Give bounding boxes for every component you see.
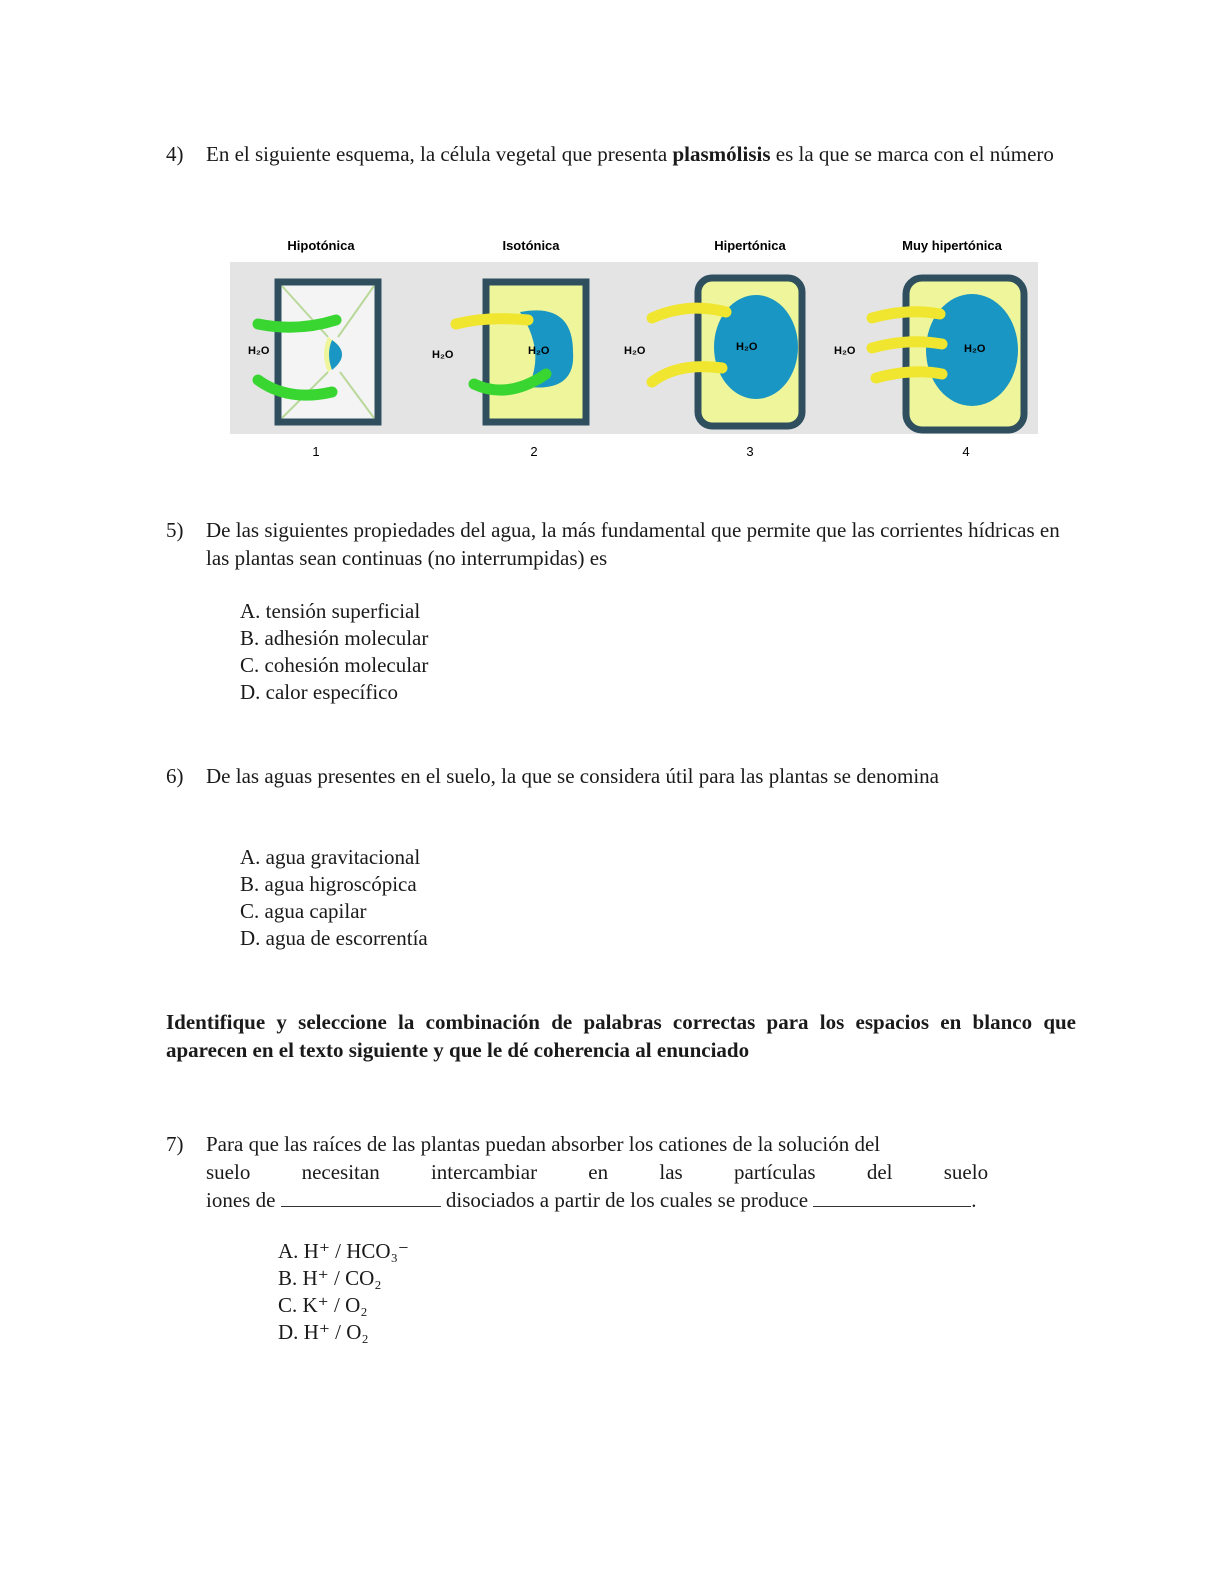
question-text: De las siguientes propiedades del agua, la más fundamental que permite que las corrientes hídricas en las plantas sean continuas (no interrumpidas) es <box>206 518 1060 570</box>
options-q6 <box>240 844 428 952</box>
options-q5 <box>240 598 428 706</box>
question-number: 7) <box>166 1132 184 1156</box>
water-label: H₂O <box>624 345 646 357</box>
question-text: Para que las raíces de las plantas puedan absorber los cationes de la solución del suelo necesitan intercambiar en las partículas del suelo iones de disociados a partir de los cuales se produce . <box>206 1130 1076 1214</box>
question-number: 4) <box>166 142 184 166</box>
figure-title-2: Isotónica <box>502 238 560 253</box>
arrow-water-in <box>876 372 942 378</box>
option-a[interactable]: A. tensión superficial <box>240 599 421 623</box>
water-label-inner: H₂O <box>736 341 758 353</box>
options-q7 <box>278 1238 409 1346</box>
cell-number-2: 2 <box>530 444 538 459</box>
question-number: 6) <box>166 764 184 788</box>
bold-term: plasmólisis <box>672 142 771 166</box>
water-label-inner: H₂O <box>964 343 986 355</box>
option-d[interactable]: D. calor específico <box>240 680 399 704</box>
figure-title-3: Hipertónica <box>714 238 786 253</box>
option-a[interactable]: A. agua gravitacional <box>240 845 421 869</box>
question-text: En el siguiente esquema, la célula vegetal que presenta plasmólisis es la que se marca con el número <box>206 142 1054 166</box>
figure-title-1: Hipotónica <box>287 238 355 253</box>
arrow-water-in <box>872 342 942 348</box>
question-4 <box>166 140 1076 168</box>
figure-title-4: Muy hipertónica <box>902 238 1002 253</box>
arrow-water-in <box>872 312 940 318</box>
water-label: H₂O <box>834 345 856 357</box>
section-instructions: Identifique y seleccione la combinación de palabras correctas para los espacios en blanco que aparecen en el texto siguiente y que le dé coherencia al enunciado <box>166 1010 1076 1062</box>
cell-number-4: 4 <box>962 444 970 459</box>
cell-tonicity-diagram <box>228 232 1040 464</box>
option-a[interactable]: A. H⁺ / HCO₃⁻ <box>278 1239 409 1263</box>
option-d[interactable]: D. H⁺ / O₂ <box>278 1320 369 1344</box>
option-b[interactable]: B. adhesión molecular <box>240 626 429 650</box>
option-c[interactable]: C. agua capilar <box>240 899 367 923</box>
water-label: H₂O <box>432 349 454 361</box>
question-7 <box>166 1130 1076 1214</box>
option-b[interactable]: B. agua higroscópica <box>240 872 417 896</box>
question-5 <box>166 516 1076 572</box>
blank-1[interactable] <box>281 1188 441 1207</box>
cell-number-3: 3 <box>746 444 754 459</box>
option-d[interactable]: D. agua de escorrentía <box>240 926 428 950</box>
option-c[interactable]: C. cohesión molecular <box>240 653 429 677</box>
cell-number-1: 1 <box>312 444 320 459</box>
option-b[interactable]: B. H⁺ / CO₂ <box>278 1266 382 1290</box>
option-c[interactable]: C. K⁺ / O₂ <box>278 1293 368 1317</box>
justified-line: suelo necesitan intercambiar en las partículas del suelo <box>206 1160 989 1184</box>
water-label-inner: H₂O <box>528 345 550 357</box>
question-6 <box>166 762 1076 790</box>
question-number: 5) <box>166 518 184 542</box>
question-text: De las aguas presentes en el suelo, la que se considera útil para las plantas se denomina <box>206 764 940 788</box>
blank-2[interactable] <box>813 1188 971 1207</box>
water-label: H₂O <box>248 345 270 357</box>
arrow-water-in <box>456 319 528 324</box>
